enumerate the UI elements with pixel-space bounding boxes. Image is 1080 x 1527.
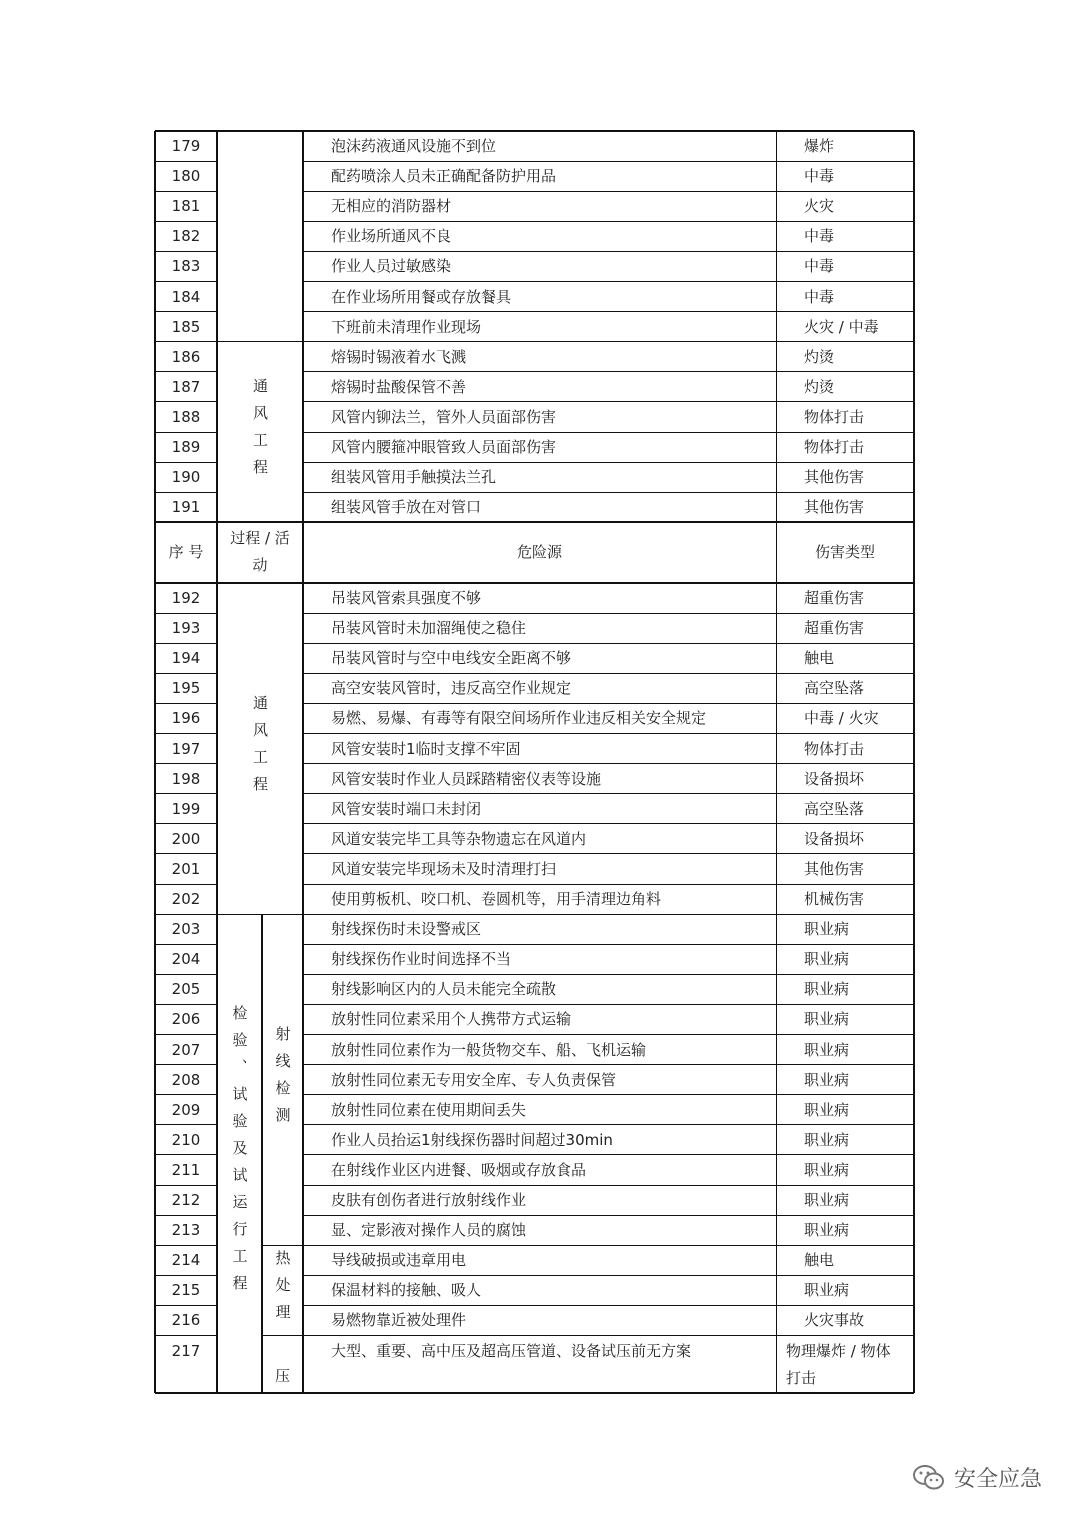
table-rule-h <box>262 1335 914 1336</box>
wechat-icon <box>912 1463 946 1493</box>
harm-type: 其他伤害 <box>804 859 865 878</box>
row-number: 215 <box>171 1281 201 1300</box>
harm-type: 其他伤害 <box>804 498 865 517</box>
table-rule-h <box>155 1185 217 1186</box>
row-number: 185 <box>171 317 201 336</box>
table-rule-h <box>155 161 217 162</box>
hazard-text: 放射性同位素在使用期间丢失 <box>331 1100 527 1119</box>
hazard-text: 风道安装完毕工具等杂物遗忘在风道内 <box>331 829 587 848</box>
table-rule-h <box>303 793 914 794</box>
harm-type: 灼烫 <box>804 347 835 366</box>
table-rule-h <box>155 1094 217 1095</box>
row-number: 199 <box>171 799 201 818</box>
harm-type: 机械伤害 <box>804 890 865 908</box>
harm-type: 职业病 <box>804 1160 850 1179</box>
table-rule-h <box>155 582 914 584</box>
hazard-text: 作业人员过敏感染 <box>331 257 452 276</box>
table-rule-h <box>155 432 217 433</box>
table-rule-h <box>303 733 914 734</box>
table-rule-h <box>155 974 217 975</box>
harm-type: 火灾 <box>804 197 835 216</box>
hazard-text: 风管安装时1临时支撑不牢固 <box>331 739 521 758</box>
table-rule-h <box>155 944 217 945</box>
harm-type: 职业病 <box>804 1191 850 1209</box>
harm-type: 职业病 <box>804 1010 850 1029</box>
watermark-text: 安全应急 <box>953 1467 1042 1492</box>
hazard-text: 熔锡时盐酸保管不善 <box>331 377 467 396</box>
harm-type: 职业病 <box>804 1281 850 1300</box>
table-rule-h <box>155 1004 217 1005</box>
table-rule-h <box>303 1064 914 1065</box>
header-process: 过程 / 活动 <box>230 529 290 575</box>
hazard-text: 射线探伤时未设警戒区 <box>331 920 482 939</box>
hazard-text: 作业人员抬运1射线探伤器时间超过30min <box>331 1130 613 1149</box>
row-number: 207 <box>171 1040 201 1059</box>
table-rule-h <box>303 703 914 704</box>
row-number: 198 <box>171 769 201 788</box>
hazard-text: 放射性同位素无专用安全库、专人负责保管 <box>331 1070 617 1089</box>
hazard-text: 熔锡时锡液着水飞溅 <box>331 347 467 366</box>
harm-type: 中毒 <box>804 227 835 246</box>
row-number: 214 <box>171 1251 201 1270</box>
hazard-text: 放射性同位素作为一般货物交车、船、飞机运输 <box>331 1040 647 1059</box>
table-rule-h <box>155 191 217 192</box>
table-rule-h <box>155 521 914 523</box>
row-number: 210 <box>171 1130 201 1149</box>
table-rule-h <box>155 703 217 704</box>
harm-type: 超重伤害 <box>804 619 865 638</box>
group-label-ventilation: 通风工程 <box>251 377 269 486</box>
row-number: 204 <box>171 950 201 969</box>
header-harm-type: 伤害类型 <box>814 543 875 562</box>
hazard-text: 风管安装时作业人员踩踏精密仪表等设施 <box>331 769 602 788</box>
table-rule-h <box>303 1154 914 1155</box>
harm-type: 职业病 <box>804 1100 850 1119</box>
harm-type: 爆炸 <box>804 137 835 155</box>
row-number: 180 <box>171 167 201 186</box>
harm-type: 中毒 / 火灾 <box>804 709 879 728</box>
harm-type: 物体打击 <box>804 739 865 758</box>
table-rule-h <box>155 462 217 463</box>
row-number: 211 <box>171 1160 201 1179</box>
table-rule-v <box>302 131 304 1393</box>
table-rule-v <box>913 131 915 1393</box>
row-number: 206 <box>171 1010 201 1029</box>
group-label-radiography: 射线检测 <box>273 1025 292 1134</box>
hazard-text: 在作业场所用餐或存放餐具 <box>331 287 512 306</box>
hazard-text: 无相应的消防器材 <box>331 197 452 216</box>
harm-type: 物理爆炸 / 物体 <box>786 1341 891 1360</box>
table-rule-h <box>155 1275 217 1276</box>
table-rule-h <box>303 1275 914 1276</box>
row-number: 196 <box>171 709 201 728</box>
hazard-text: 风管安装时端口未封闭 <box>331 799 482 818</box>
table-rule-h <box>155 673 217 674</box>
row-number: 187 <box>171 377 201 396</box>
table-rule-v <box>261 914 263 1393</box>
hazard-text: 使用剪板机、咬口机、卷圆机等，用手清理边角料 <box>331 890 662 908</box>
hazard-text: 下班前未清理作业现场 <box>331 317 482 336</box>
row-number: 200 <box>171 829 201 848</box>
hazard-text: 射线影响区内的人员未能完全疏散 <box>331 980 557 999</box>
table-rule-h <box>155 884 217 885</box>
watermark <box>912 1462 1042 1493</box>
harm-type: 设备损坏 <box>804 829 865 848</box>
table-rule-h <box>155 251 217 252</box>
harm-type: 物体打击 <box>804 438 865 456</box>
row-number: 216 <box>171 1311 201 1330</box>
table-rule-h <box>303 161 914 162</box>
row-number: 190 <box>171 468 201 487</box>
harm-type: 触电 <box>804 1251 835 1270</box>
harm-type: 职业病 <box>804 1070 850 1089</box>
table-rule-h <box>303 763 914 764</box>
table-rule-h <box>155 914 914 915</box>
hazard-text: 配药喷涂人员未正确配备防护用品 <box>331 167 557 186</box>
row-number: 195 <box>171 679 201 698</box>
table-rule-h <box>155 1124 217 1125</box>
hazard-text: 保温材料的接触、吸人 <box>331 1281 482 1300</box>
hazard-text: 吊装风管索具强度不够 <box>331 589 482 607</box>
table-rule-v <box>154 131 156 1393</box>
table-rule-h <box>303 1004 914 1005</box>
table-rule-h <box>155 733 217 734</box>
table-rule-h <box>155 1215 217 1216</box>
table-rule-h <box>155 281 217 282</box>
row-number: 181 <box>171 197 201 216</box>
table-rule-h <box>303 251 914 252</box>
table-rule-v <box>216 131 218 1393</box>
table-rule-h <box>155 643 217 644</box>
group-label-inspection: 检验、试验及试运行工程 <box>230 1005 249 1303</box>
group-label-pressure: 压 <box>274 1367 290 1385</box>
table-rule-h <box>303 1305 914 1306</box>
table-rule-h <box>155 793 217 794</box>
row-number: 189 <box>171 438 201 456</box>
table-rule-h <box>303 944 914 945</box>
table-rule-h <box>303 1185 914 1186</box>
harm-type: 职业病 <box>804 1040 850 1059</box>
table-rule-h <box>303 853 914 854</box>
row-number: 179 <box>171 137 201 155</box>
hazard-text: 导线破损或违章用电 <box>331 1251 467 1270</box>
harm-type: 火灾事故 <box>804 1311 865 1330</box>
table-rule-h <box>155 1245 217 1246</box>
table-rule-h <box>155 823 217 824</box>
table-rule-h <box>155 763 217 764</box>
table-rule-h <box>303 432 914 433</box>
hazard-text: 易燃、易爆、有毒等有限空间场所作业违反相关安全规定 <box>331 709 707 728</box>
table-rule-h <box>303 462 914 463</box>
row-number: 217 <box>171 1341 201 1360</box>
row-number: 192 <box>171 589 201 607</box>
harm-type: 职业病 <box>804 1221 850 1240</box>
table-rule-h <box>262 1245 914 1246</box>
table-rule-h <box>303 401 914 402</box>
table-rule-h <box>155 401 217 402</box>
hazard-text: 吊装风管时与空中电线安全距离不够 <box>331 649 572 668</box>
table-rule-h <box>303 191 914 192</box>
harm-type: 火灾 / 中毒 <box>804 317 879 336</box>
group-label-ventilation: 通风工程 <box>251 694 269 803</box>
hazard-text: 放射性同位素采用个人携带方式运输 <box>331 1010 572 1029</box>
row-number: 186 <box>171 347 201 366</box>
table-rule-h <box>155 853 217 854</box>
row-number: 191 <box>171 498 201 517</box>
harm-type: 物体打击 <box>804 407 865 426</box>
harm-type: 其他伤害 <box>804 468 865 487</box>
hazard-text: 风管内铆法兰，管外人员面部伤害 <box>331 407 557 426</box>
harm-type: 高空坠落 <box>804 679 865 698</box>
table-rule-h <box>303 613 914 614</box>
hazard-text: 泡沫药液通风设施不到位 <box>331 137 497 155</box>
table-rule-h <box>155 221 217 222</box>
harm-type: 高空坠落 <box>804 799 865 818</box>
harm-type: 中毒 <box>804 167 835 186</box>
table-rule-h <box>155 1305 217 1306</box>
table-rule-h <box>155 613 217 614</box>
hazard-text: 在射线作业区内进餐、吸烟或存放食品 <box>331 1160 587 1179</box>
harm-type: 打击 <box>786 1368 817 1387</box>
table-rule-v <box>776 131 777 1393</box>
harm-type: 职业病 <box>804 1130 850 1149</box>
hazard-text: 易燃物靠近被处理件 <box>331 1311 467 1330</box>
table-rule-h <box>303 1215 914 1216</box>
row-number: 184 <box>171 287 201 306</box>
table-rule-h <box>155 1335 217 1336</box>
harm-type: 职业病 <box>804 920 850 939</box>
row-number: 183 <box>171 257 201 276</box>
table-rule-h <box>155 311 217 312</box>
hazard-text: 显、定影液对操作人员的腐蚀 <box>331 1221 527 1240</box>
table-rule-h <box>155 1064 217 1065</box>
row-number: 188 <box>171 407 201 426</box>
hazard-text: 高空安装风管时，违反高空作业规定 <box>331 679 572 698</box>
hazard-text: 射线探伤作业时间选择不当 <box>331 950 512 969</box>
harm-type: 触电 <box>804 649 835 668</box>
header-no: 序 号 <box>168 543 204 562</box>
header-hazard: 危险源 <box>516 543 562 562</box>
table-rule-h <box>155 1392 914 1394</box>
harm-type: 设备损坏 <box>804 769 865 788</box>
harm-type: 中毒 <box>804 287 835 306</box>
harm-type: 超重伤害 <box>804 589 865 607</box>
table-rule-h <box>303 884 914 885</box>
row-number: 203 <box>171 920 201 939</box>
row-number: 208 <box>171 1070 201 1089</box>
harm-type: 中毒 <box>804 257 835 276</box>
row-number: 212 <box>171 1191 201 1209</box>
table-rule-h <box>303 974 914 975</box>
row-number: 197 <box>171 739 201 758</box>
row-number: 182 <box>171 227 201 246</box>
hazard-text: 风道安装完毕现场未及时清理打扫 <box>331 859 557 878</box>
hazard-text: 组装风管手放在对管口 <box>331 498 482 517</box>
harm-type: 职业病 <box>804 980 850 999</box>
table-rule-h <box>303 221 914 222</box>
row-number: 209 <box>171 1100 201 1119</box>
row-number: 193 <box>171 619 201 638</box>
row-number: 202 <box>171 890 201 908</box>
hazard-text: 皮肤有创伤者进行放射线作业 <box>331 1191 527 1209</box>
group-label-heat-treatment: 热处理 <box>273 1249 292 1331</box>
table-rule-h <box>155 371 217 372</box>
hazard-text: 吊装风管时未加溜绳使之稳住 <box>331 619 527 638</box>
table-rule-h <box>303 643 914 644</box>
row-number: 194 <box>171 649 201 668</box>
table-rule-h <box>303 371 914 372</box>
row-number: 213 <box>171 1221 201 1240</box>
table-rule-h <box>303 1034 914 1035</box>
table-rule-h <box>303 823 914 824</box>
table-rule-h <box>303 281 914 282</box>
harm-type: 灼烫 <box>804 377 835 396</box>
table-rule-h <box>155 341 914 342</box>
row-number: 201 <box>171 859 201 878</box>
row-number: 205 <box>171 980 201 999</box>
table-rule-h <box>155 1034 217 1035</box>
table-rule-h <box>155 130 914 132</box>
table-rule-h <box>303 492 914 493</box>
hazard-text: 风管内腰箍冲眼管致人员面部伤害 <box>331 438 557 456</box>
table-rule-h <box>303 1124 914 1125</box>
hazard-text: 作业场所通风不良 <box>331 227 452 246</box>
table-rule-h <box>303 673 914 674</box>
hazard-text: 大型、重要、高中压及超高压管道、设备试压前无方案 <box>331 1341 692 1360</box>
hazard-text: 组装风管用手触摸法兰孔 <box>331 468 497 487</box>
table-rule-h <box>303 311 914 312</box>
table-rule-h <box>303 1094 914 1095</box>
harm-type: 职业病 <box>804 950 850 969</box>
table-rule-h <box>155 492 217 493</box>
table-rule-h <box>155 1154 217 1155</box>
